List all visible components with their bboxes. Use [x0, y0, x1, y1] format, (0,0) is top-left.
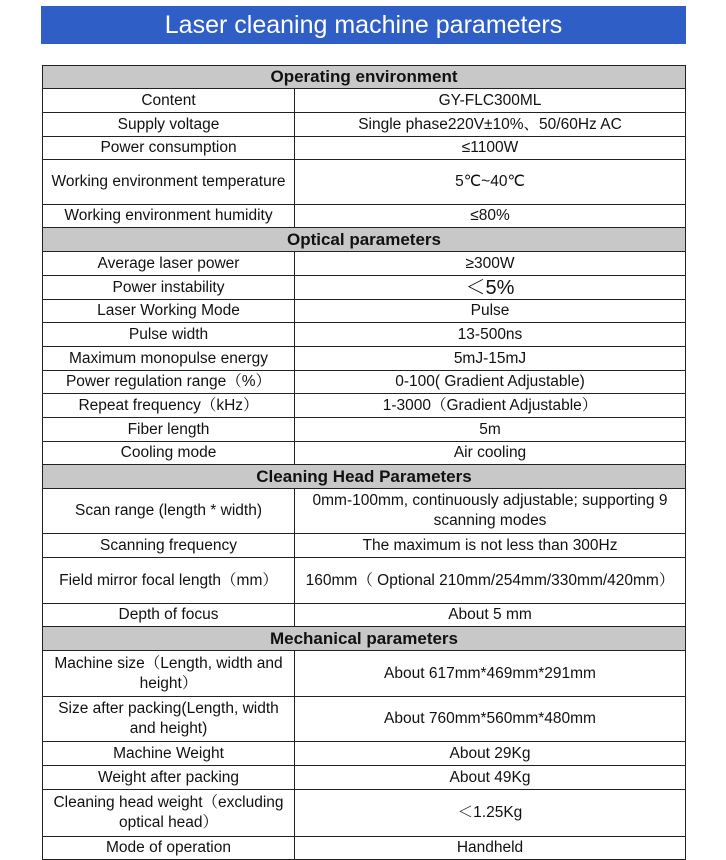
section-title: Optical parameters: [43, 228, 686, 252]
section-header-optical-parameters: [43, 228, 686, 252]
param-label: Power consumption: [43, 137, 295, 160]
table-row: [43, 276, 686, 300]
param-label: Scan range (length * width): [43, 489, 295, 534]
param-label: Machine Weight: [43, 742, 295, 766]
param-value: ＜5%: [295, 276, 686, 300]
table-row: [43, 252, 686, 276]
section-title: Operating environment: [43, 66, 686, 89]
table-row: [43, 742, 686, 766]
table-row: [43, 113, 686, 137]
param-label: Working environment humidity: [43, 205, 295, 228]
param-value: GY-FLC300ML: [295, 89, 686, 113]
table-row: [43, 89, 686, 113]
table-row: [43, 534, 686, 558]
param-value: 5mJ-15mJ: [295, 347, 686, 371]
table-row: [43, 394, 686, 418]
param-value: 1-3000（Gradient Adjustable）: [295, 394, 686, 418]
page-title: Laser cleaning machine parameters: [41, 6, 686, 44]
param-label: Field mirror focal length（mm）: [43, 558, 295, 604]
param-label: Size after packing(Length, width and height): [43, 697, 295, 742]
param-label: Supply voltage: [43, 113, 295, 137]
table-row: [43, 323, 686, 347]
param-value: ≥300W: [295, 252, 686, 276]
param-label: Machine size（Length, width and height）: [43, 651, 295, 697]
param-label: Laser Working Mode: [43, 300, 295, 323]
table-row: [43, 347, 686, 371]
param-label: Pulse width: [43, 323, 295, 347]
section-header-cleaning-head-parameters: [43, 465, 686, 489]
table-row: [43, 766, 686, 790]
table-row: [43, 300, 686, 323]
param-value: About 760mm*560mm*480mm: [295, 697, 686, 742]
parameters-table: [42, 65, 686, 860]
section-header-operating-environment: [43, 66, 686, 89]
table-row: [43, 442, 686, 465]
param-label: Content: [43, 89, 295, 113]
table-row: [43, 790, 686, 837]
param-value: 0-100( Gradient Adjustable): [295, 371, 686, 394]
param-value: 5℃~40℃: [295, 160, 686, 205]
param-label: Cooling mode: [43, 442, 295, 465]
table-row: [43, 558, 686, 604]
param-value: 5m: [295, 418, 686, 442]
param-value: 13-500ns: [295, 323, 686, 347]
param-label: Average laser power: [43, 252, 295, 276]
param-label: Mode of operation: [43, 837, 295, 860]
param-value: About 617mm*469mm*291mm: [295, 651, 686, 697]
table-row: [43, 205, 686, 228]
param-value: About 49Kg: [295, 766, 686, 790]
param-label: Power regulation range（%）: [43, 371, 295, 394]
param-value: Air cooling: [295, 442, 686, 465]
param-value: 160mm（ Optional 210mm/254mm/330mm/420mm）: [295, 558, 686, 604]
param-value: Pulse: [295, 300, 686, 323]
param-value: ＜1.25Kg: [295, 790, 686, 837]
table-row: [43, 137, 686, 160]
section-title: Cleaning Head Parameters: [43, 465, 686, 489]
param-value: About 5 mm: [295, 604, 686, 627]
param-value: ≤1100W: [295, 137, 686, 160]
param-value: 0mm-100mm, continuously adjustable; supporting 9 scanning modes: [295, 489, 686, 534]
table-row: [43, 371, 686, 394]
section-title: Mechanical parameters: [43, 627, 686, 651]
param-label: Power instability: [43, 276, 295, 300]
table-row: [43, 697, 686, 742]
table-row: [43, 651, 686, 697]
param-label: Weight after packing: [43, 766, 295, 790]
param-value: ≤80%: [295, 205, 686, 228]
table-row: [43, 418, 686, 442]
param-value: Handheld: [295, 837, 686, 860]
param-label: Cleaning head weight（excluding optical head）: [43, 790, 295, 837]
param-label: Depth of focus: [43, 604, 295, 627]
table-row: [43, 837, 686, 860]
param-value: About 29Kg: [295, 742, 686, 766]
section-header-mechanical-parameters: [43, 627, 686, 651]
table-row: [43, 160, 686, 205]
param-value: Single phase220V±10%、50/60Hz AC: [295, 113, 686, 137]
param-label: Maximum monopulse energy: [43, 347, 295, 371]
param-value: The maximum is not less than 300Hz: [295, 534, 686, 558]
param-label: Fiber length: [43, 418, 295, 442]
param-label: Scanning frequency: [43, 534, 295, 558]
table-row: [43, 489, 686, 534]
param-label: Working environment temperature: [43, 160, 295, 205]
param-label: Repeat frequency（kHz）: [43, 394, 295, 418]
table-row: [43, 604, 686, 627]
